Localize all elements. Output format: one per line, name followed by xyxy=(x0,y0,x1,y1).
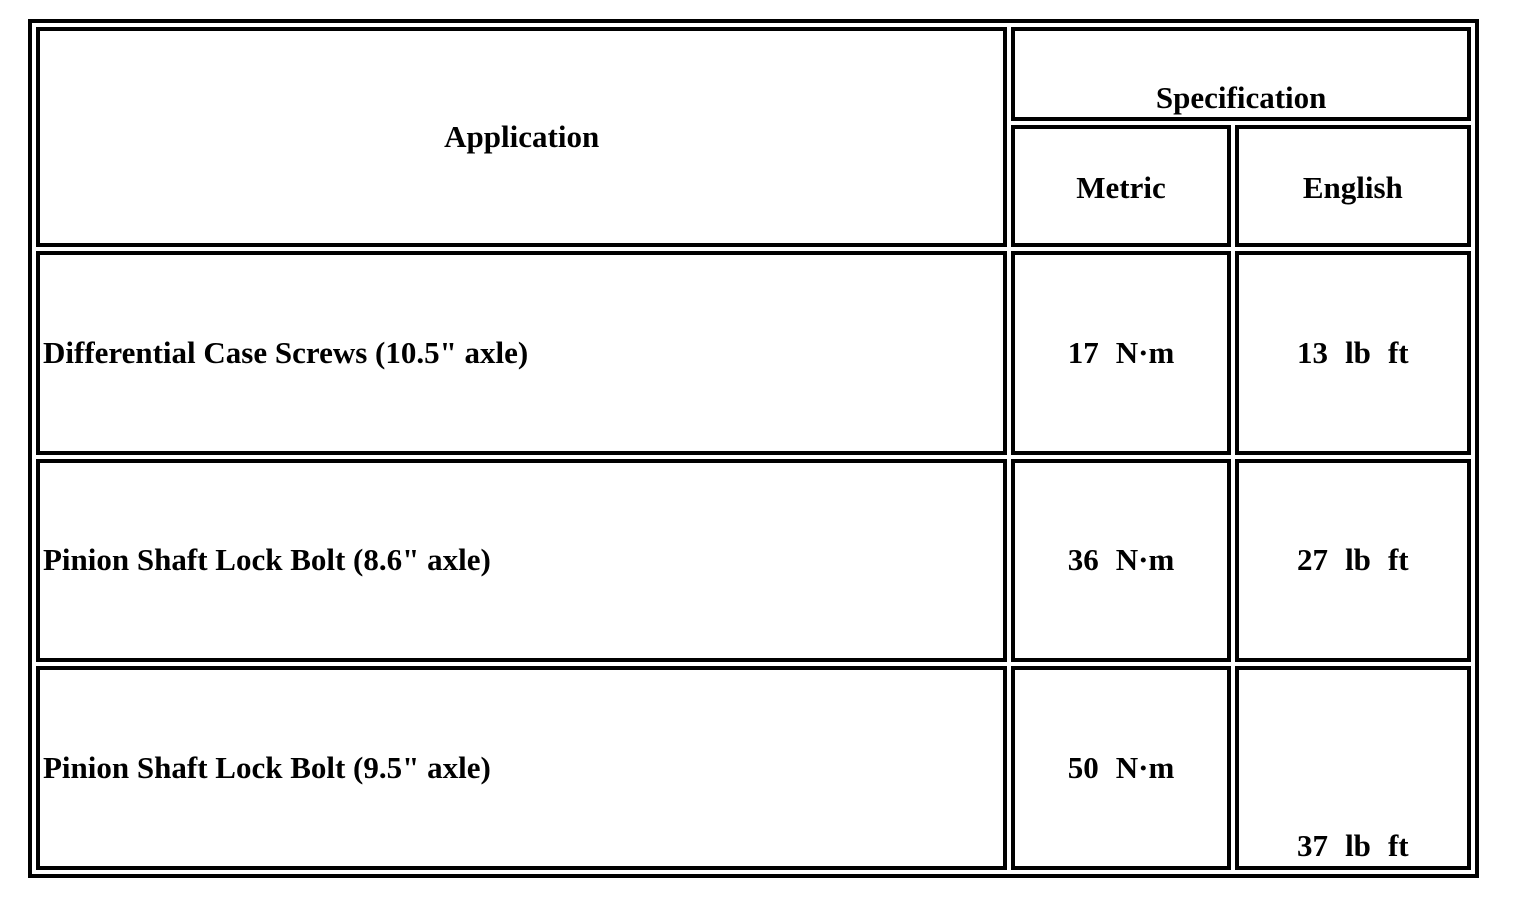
english-value: 27 xyxy=(1297,542,1329,578)
english-unit-ft: ft xyxy=(1387,542,1409,578)
metric-header xyxy=(1011,125,1230,247)
torque-specification-table xyxy=(28,19,1479,878)
english-cell xyxy=(1235,459,1471,663)
metric-header-label: Metric xyxy=(1076,169,1166,205)
metric-unit: N·m xyxy=(1115,542,1175,578)
english-unit-lb: lb xyxy=(1345,334,1371,370)
application-text: Pinion Shaft Lock Bolt (9.5" axle) xyxy=(43,750,491,786)
application-cell xyxy=(36,251,1007,455)
application-header-label: Application xyxy=(444,118,600,154)
application-cell xyxy=(36,459,1007,663)
english-unit-lb: lb xyxy=(1345,542,1371,578)
metric-value: 50 xyxy=(1067,750,1099,786)
specification-header-label: Specification xyxy=(1155,79,1327,115)
table-row xyxy=(36,251,1471,455)
english-cell xyxy=(1235,251,1471,455)
application-header xyxy=(36,27,1007,247)
metric-cell xyxy=(1011,666,1230,870)
metric-unit: N·m xyxy=(1115,750,1175,786)
english-cell xyxy=(1235,666,1471,870)
english-header-label: English xyxy=(1302,169,1403,205)
english-value: 13 xyxy=(1297,334,1329,370)
metric-unit: N·m xyxy=(1115,334,1175,370)
english-value: 37 xyxy=(1297,828,1329,864)
english-unit-ft: ft xyxy=(1387,828,1409,864)
metric-cell xyxy=(1011,459,1230,663)
header-row-top xyxy=(36,27,1471,121)
table-row xyxy=(36,459,1471,663)
application-cell xyxy=(36,666,1007,870)
specification-header xyxy=(1011,27,1471,121)
english-header xyxy=(1235,125,1471,247)
metric-value: 17 xyxy=(1067,334,1099,370)
english-unit-lb: lb xyxy=(1345,828,1371,864)
table-row xyxy=(36,666,1471,870)
english-unit-ft: ft xyxy=(1387,334,1409,370)
metric-cell xyxy=(1011,251,1230,455)
metric-value: 36 xyxy=(1067,542,1099,578)
application-text: Differential Case Screws (10.5" axle) xyxy=(43,334,529,370)
application-text: Pinion Shaft Lock Bolt (8.6" axle) xyxy=(43,542,491,578)
